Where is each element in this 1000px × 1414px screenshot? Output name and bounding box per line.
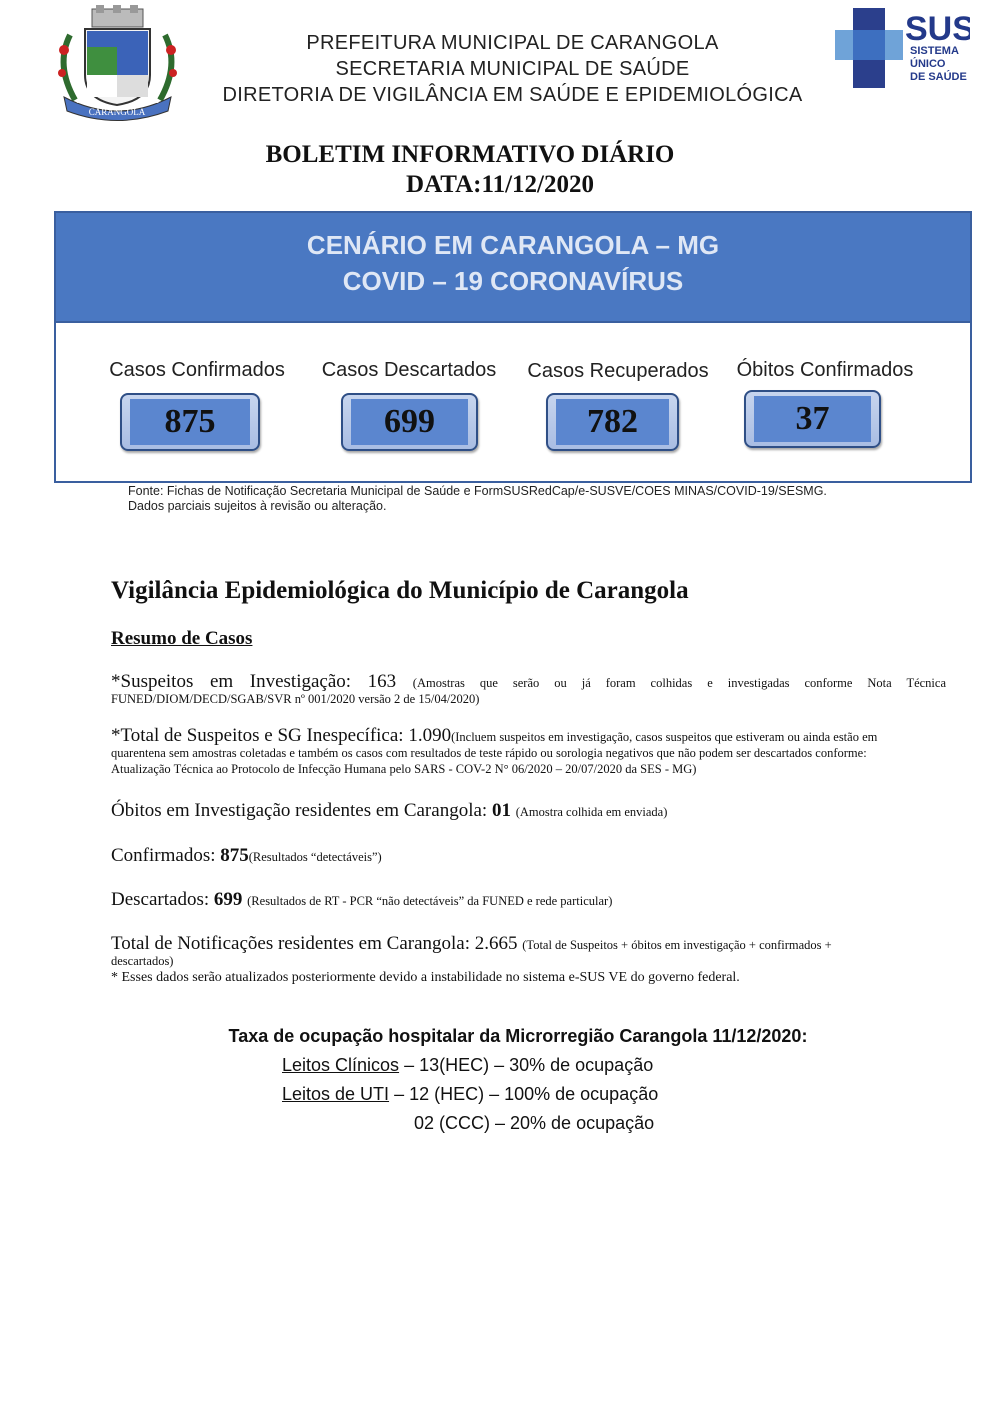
stat-value-descartados: 699 [351,399,468,445]
suspeitos-note: (Amostras que serão ou já foram colhidas e investigadas conforme Nota Técnica [412,676,946,690]
confirmados-line [111,846,946,865]
stat-value-obitos: 37 [754,396,871,442]
leitos-uti-ccc-line: 02 (CCC) – 20% de ocupação [414,1113,655,1133]
panel-title-location: CENÁRIO EM CARANGOLA – MG [306,230,720,260]
notificacoes-label: Total de Notificações residentes em Carangola: 2.665 [111,933,518,954]
partial-data-line: Dados parciais sujeitos à revisão ou alteração. [128,499,387,513]
svg-text:CARANGOLA: CARANGOLA [88,107,146,117]
descartados-line [111,890,946,909]
total-suspeitos-paragraph [111,726,946,777]
stat-value-recuperados: 782 [556,399,669,445]
confirmados-note: (Resultados “detectáveis”) [248,850,382,864]
confirmados-label: Confirmados: [111,845,221,866]
covid-scenario-panel [54,211,972,483]
svg-text:1882: 1882 [147,99,159,105]
stat-label-confirmados: Casos Confirmados [109,359,285,381]
stat-box-descartados [341,393,478,451]
source-note [128,484,928,514]
section-title: Vigilância Epidemiológica do Município de Carangola [111,577,689,604]
total-suspeitos-label: *Total de Suspeitos e SG Inespecífica: 1.090 [111,725,452,746]
descartados-value: 699 [213,889,243,910]
leitos-clinicos-line [282,1055,653,1076]
stat-label-obitos: Óbitos Confirmados [736,359,914,381]
panel-title-disease: COVID – 19 CORONAVÍRUS [342,266,684,296]
suspeitos-line [111,672,946,691]
suspeitos-paragraph [111,672,946,707]
obitos-note: (Amostra colhida em enviada) [515,805,668,819]
descartados-note: (Resultados de RT - PCR “não detectáveis” da FUNED e rede particular) [247,894,613,908]
bulletin-title [0,140,940,200]
bulletin-title-text: BOLETIM INFORMATIVO DIÁRIO [265,141,675,168]
section-subtitle: Resumo de Casos [111,628,253,649]
hospital-occupancy-title: Taxa de ocupação hospitalar da Microrregião Carangola 11/12/2020: [228,1026,808,1046]
descartados-label: Descartados: [111,889,214,910]
bulletin-date: DATA:11/12/2020 [406,171,594,198]
notificacoes-note: (Total de Suspeitos + óbitos em investigação + confirmados + [522,938,832,952]
header-line-prefeitura: PREFEITURA MUNICIPAL DE CARANGOLA [306,32,719,54]
svg-text:SUS: SUS [905,10,970,48]
sus-logo [835,8,970,90]
stat-box-confirmados [120,393,260,451]
carangola-coat-of-arms-logo [50,5,185,123]
header-text [215,30,810,108]
suspeitos-note-2: FUNED/DIOM/DECD/SGAB/SVR nº 001/2020 versão 2 de 15/04/2020) [111,692,480,706]
total-suspeitos-note: (Incluem suspeitos em investigação, casos suspeitos que estiveram ou ainda estão em [451,730,878,744]
total-suspeitos-note-3: Atualização Técnica ao Protocolo de Infecção Humana pelo SARS - COV-2 N° 06/2020 – 20/07/2020 da SES - MG) [111,762,697,776]
obitos-investigacao-line [111,801,946,820]
notificacoes-paragraph [111,934,946,987]
leitos-uti-label: Leitos de UTI [282,1084,390,1104]
header-line-diretoria: DIRETORIA DE VIGILÂNCIA EM SAÚDE E EPIDEMIOLÓGICA [222,84,803,106]
stat-box-recuperados [546,393,679,451]
stat-label-recuperados: Casos Recuperados [527,360,709,382]
obitos-value: 01 [491,800,511,821]
svg-text:DE SAÚDE: DE SAÚDE [910,71,967,83]
source-line: Fonte: Fichas de Notificação Secretaria Municipal de Saúde e FormSUSRedCap/e-SUSVE/COES MINAS/COVID-19/SESMG. [128,484,827,498]
leitos-clinicos-value: – 13(HEC) – 30% de ocupação [399,1055,654,1075]
update-note: * Esses dados serão atualizados posteriormente devido a instabilidade no sistema e-SUS VE do governo federal. [111,970,740,985]
header-line-secretaria: SECRETARIA MUNICIPAL DE SAÚDE [335,58,690,80]
svg-text:1882: 1882 [76,99,88,105]
confirmados-value: 875 [220,845,249,866]
leitos-uti-line [282,1084,658,1105]
svg-text:SISTEMA: SISTEMA [910,45,959,57]
leitos-clinicos-label: Leitos Clínicos [282,1055,400,1075]
total-suspeitos-note-2: quarentena sem amostras coletadas e também os casos com resultados de teste rápido ou sorologia negativos que não podem ser descartados conforme: [111,746,867,760]
notificacoes-note-2: descartados) [111,954,174,968]
leitos-uti-value: – 12 (HEC) – 100% de ocupação [389,1084,659,1104]
panel-header [56,213,970,323]
svg-text:ÚNICO: ÚNICO [910,58,946,70]
stat-value-confirmados: 875 [130,399,250,445]
obitos-label: Óbitos em Investigação residentes em Carangola: [111,800,492,821]
suspeitos-label: *Suspeitos em Investigação: 163 [111,671,397,692]
stat-label-descartados: Casos Descartados [321,359,497,381]
stat-box-obitos [744,390,881,448]
panel-header-text [56,227,970,299]
